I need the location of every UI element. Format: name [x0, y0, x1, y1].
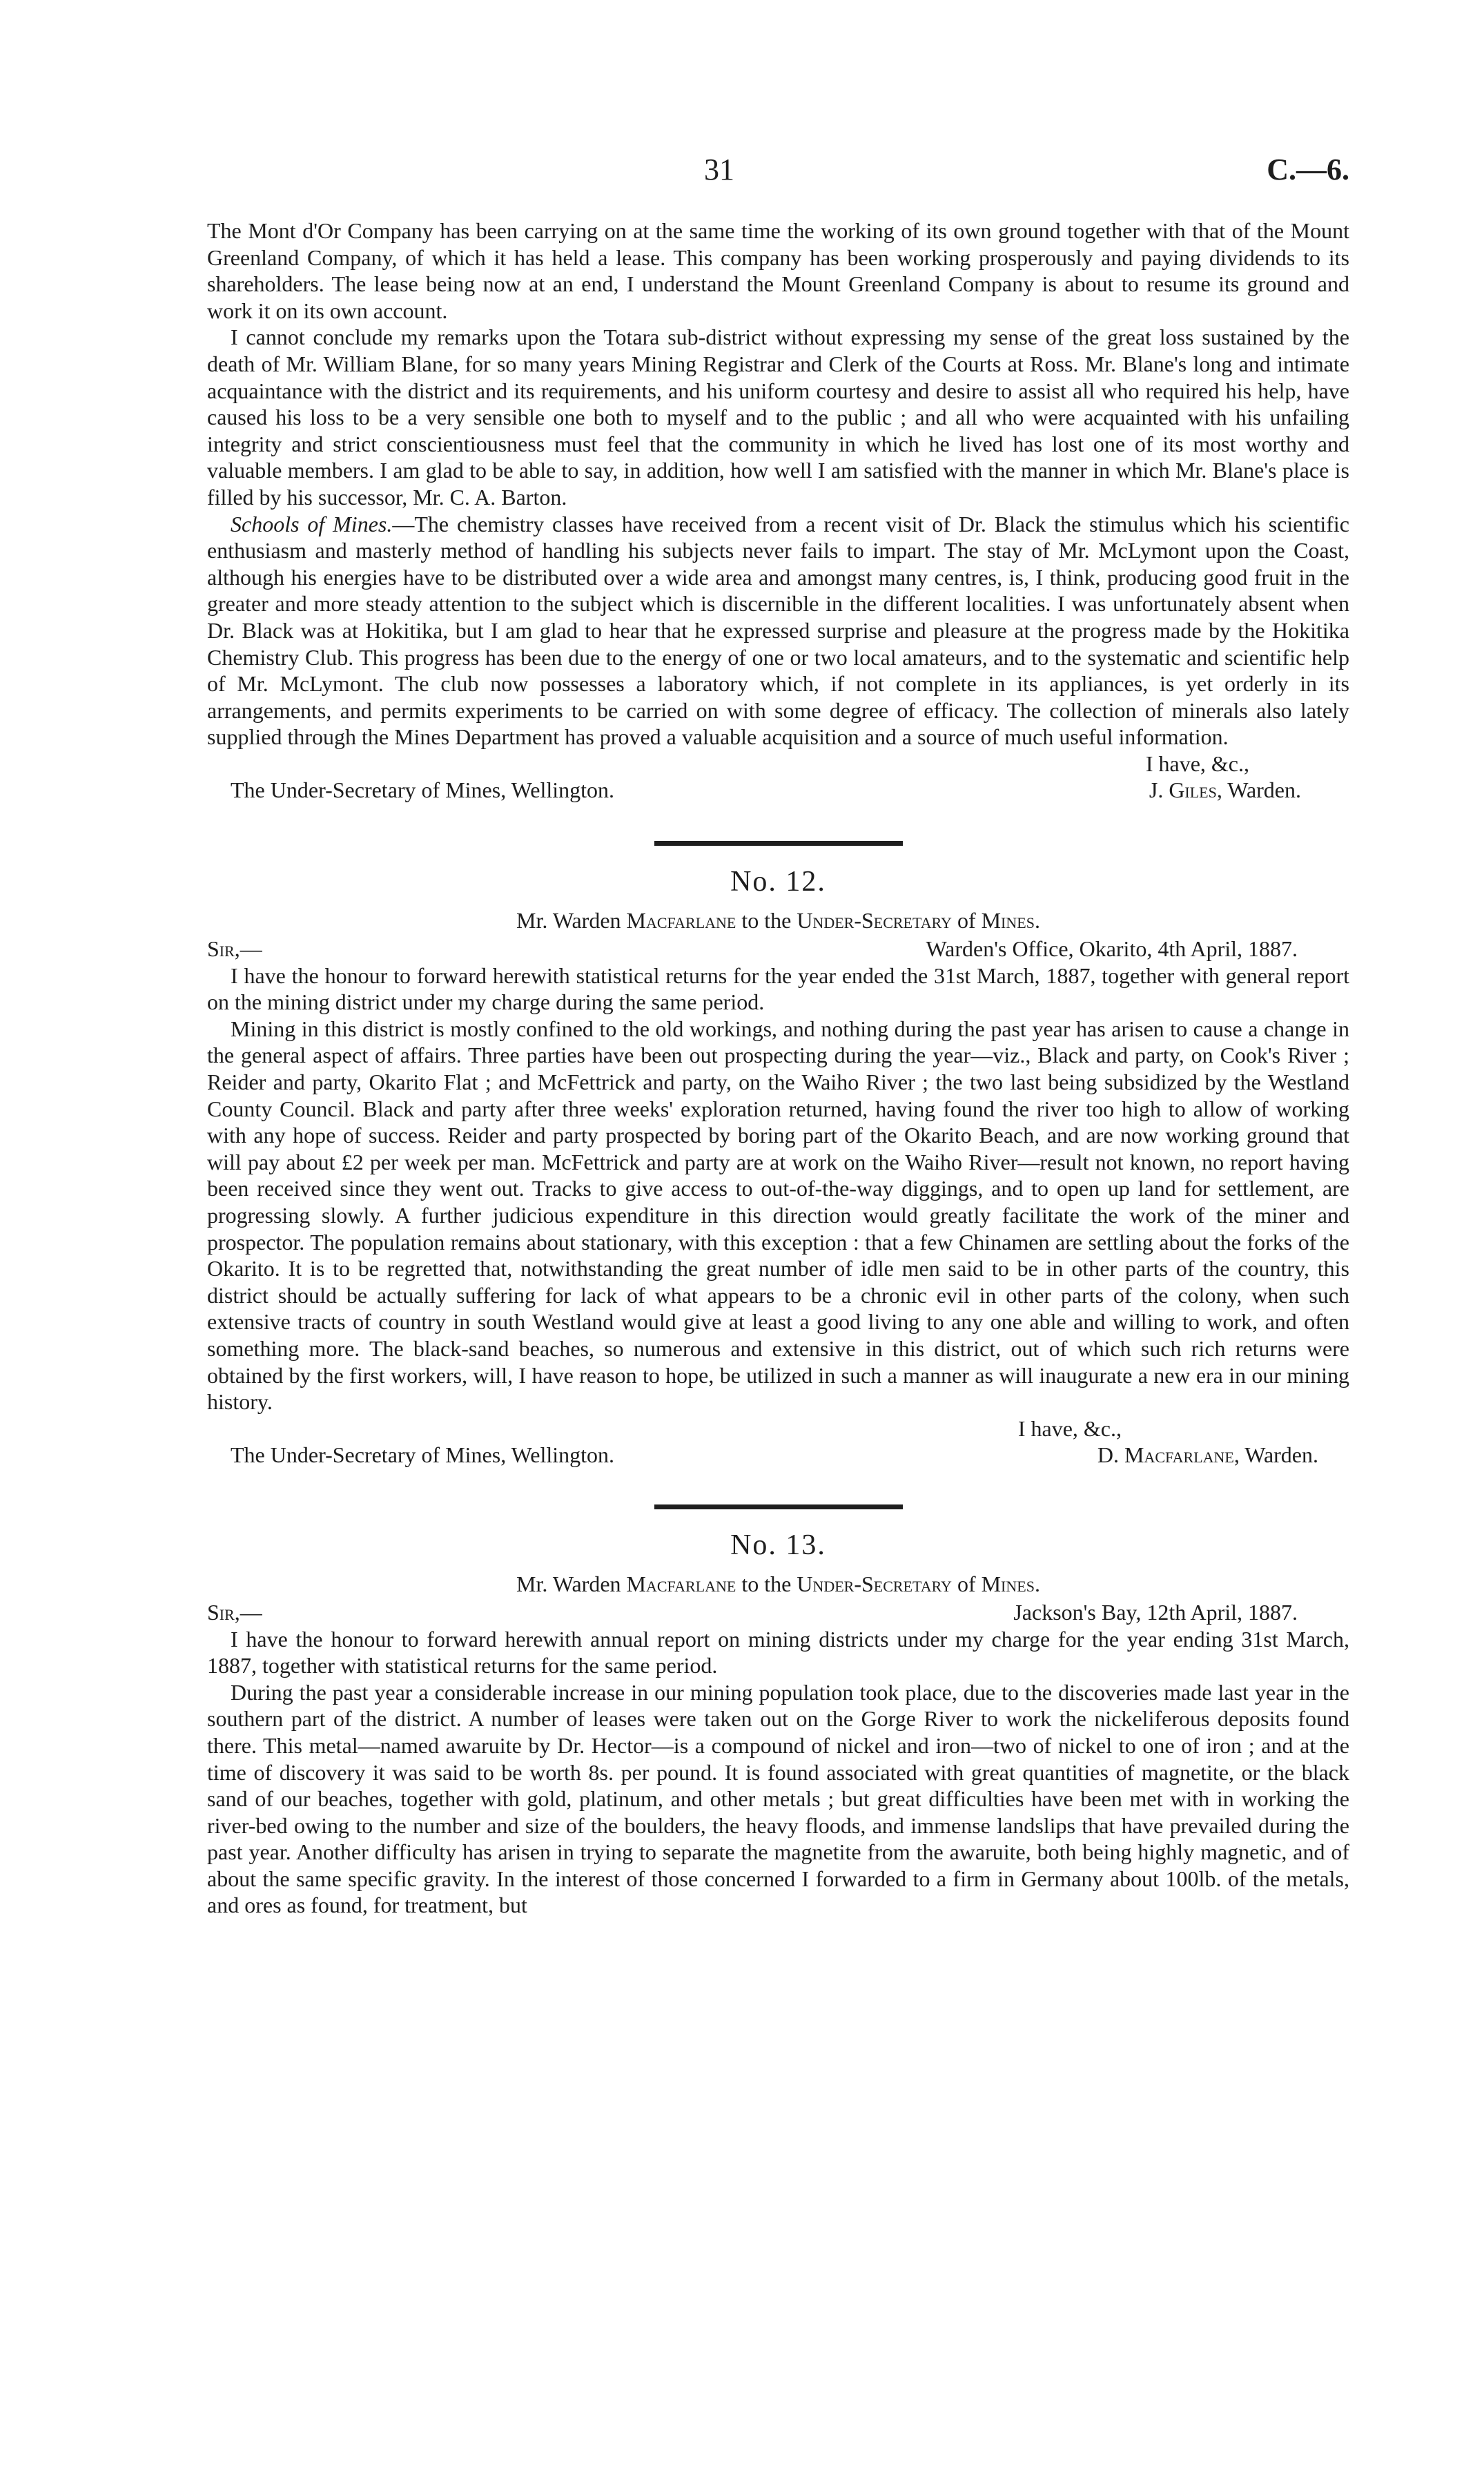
section-divider — [654, 841, 903, 846]
paragraph: I cannot conclude my remarks upon the Totara sub-district without expressing my sense of the great loss sustained by the death of Mr. William Blane, for so many years Mining Registrar and Clerk of the Courts at Ross. Mr. Blane's long and intimate acquaintance with the district and its requirements, and his uniform courtesy and desire to assist all who required his help, have caused his loss to be a very sensible one both to myself and to the public ; and all who were acquainted with his unfailing integrity and strict conscientiousness must feel that the community in which he lived has lost one of its most worthy and valuable members. I am glad to be able to say, in addition, how well I am satisfied with the manner in which Mr. Blane's place is filled by his successor, Mr. C. A. Barton. — [207, 325, 1349, 510]
signature-line — [207, 777, 1349, 804]
addressee: The Under-Secretary of Mines, Wellington. — [231, 777, 615, 803]
page-number: 31 — [704, 153, 734, 186]
paragraph: I have the honour to forward herewith annual report on mining districts under my charge for the year ending 31st March, 1887, together with statistical returns for the same period. — [207, 1626, 1349, 1678]
section-divider — [654, 1504, 903, 1509]
letter-13 — [207, 1526, 1349, 1919]
signature-line — [207, 1442, 1349, 1469]
closing: I have, &c., — [1145, 751, 1249, 776]
paragraph: The Mont d'Or Company has been carrying on at the same time the working of its own ground together with that of the Mount Greenland Company, of which it has held a lease. This company has been working prosperously and paying dividends to its shareholders. The lease being now at an end, I understand the Mount Greenland Company is about to resume its ground and work it on its own account. — [207, 218, 1349, 323]
closing-line — [207, 751, 1349, 777]
paragraph: Mining in this district is mostly confined to the old workings, and nothing during the past year has arisen to cause a change in the general aspect of affairs. Three parties have been out prospecting during the year—viz., Black and party, on Cook's River ; Reider and party, Okarito Flat ; and McFettrick and party, on the Waiho River ; the two last being subsidized by the Westland County Council. Black and party after three weeks' exploration returned, having found the river too high to allow of working with any hope of success. Reider and party prospected by boring part of the Okarito Beach, and are now working ground that will pay about £2 per week per man. McFettrick and party are at work on the Waiho River—result not known, no report having been received since they went out. Tracks to give access to out-of-the-way diggings, and to open up land for settlement, are progressing slowly. A further judicious expenditure in this direction would greatly facilitate the work of the miner and prospector. The population remains about stationary, with this exception : that a few Chinamen are settling about the forks of the Okarito. It is to be regretted that, notwithstanding the great number of idle men said to be in other parts of the country, this district should be actually suffering for lack of what appears to be a chronic evil in other parts of the colony, when such extensive tracts of country in south Westland would give at least a good living to any one able and willing to work, and often something more. The black-sand beaches, so numerous and extensive in this district, out of which such rich returns were obtained by the first workers, will, I have reason to hope, be utilized in such a manner as will inaugurate a new era in our mining history. — [207, 1016, 1349, 1415]
paragraph: During the past year a considerable increase in our mining population took place, due to the discoveries made last year in the southern part of the district. A number of leases were taken out on the Gorge River to work the nickeliferous deposits found there. This metal—named awaruite by Dr. Hector—is a compound of nickel and iron—two of nickel to one of iron ; and at the time of discovery it was said to be worth 8s. per pound. It is found associated with great quantities of magnetite, or the black sand of our beaches, together with gold, platinum, and other metals ; but great difficulties have been met with in working the river-bed owing to the number and size of the boulders, the heavy floods, and immense landslips that have prevailed during the past year. Another difficulty has arisen in trying to separate the magnetite from the awaruite, both being highly magnetic, and of about the same specific gravity. In the interest of those concerned I forwarded to a firm in Germany about 100lb. of the metals, and ores as found, for treatment, but — [207, 1679, 1349, 1918]
letter-title: Mr. Warden Macfarlane to the Under-Secretary of Mines. — [516, 1571, 1040, 1596]
letter-title: Mr. Warden Macfarlane to the Under-Secretary of Mines. — [516, 908, 1040, 933]
paragraph: I have the honour to forward herewith statistical returns for the year ended the 31st March, 1887, together with general report on the mining district under my charge during the same period. — [207, 962, 1349, 1015]
addressee: The Under-Secretary of Mines, Wellington. — [231, 1442, 615, 1468]
place-date: Jackson's Bay, 12th April, 1887. — [1013, 1599, 1298, 1625]
letter-number: No. 12. — [730, 866, 826, 898]
letter-12 — [207, 862, 1349, 1469]
paragraph-text: —The chemistry classes have received from a recent visit of Dr. Black the stimulus which his scientific enthusiasm and masterly method of handling his subjects never fails to impart. The stay of Mr. McLymont upon the Coast, although his energies have to be distributed over a wide area and amongst many centres, is, I think, producing good fruit in the greater and more steady attention to the subject which is discernible in the different localities. I was unfortunately absent when Dr. Black was at Hokitika, but I am glad to hear that he expressed surprise and pleasure at the progress made by the Hokitika Chemistry Club. This progress has been due to the energy of one or two local amateurs, and to the systematic and scientific help of Mr. McLymont. The club now possesses a laboratory which, if not complete in its appliances, is yet orderly in its arrangements, and permits experiments to be carried on with some degree of efficacy. The collection of minerals also lately supplied through the Mines Department has proved a valuable acquisition and a source of much useful information. — [207, 511, 1350, 750]
salutation: Sir,— — [207, 936, 262, 962]
closing: I have, &c., — [1017, 1415, 1122, 1441]
page-content — [207, 217, 1349, 1919]
salutation-line — [207, 1599, 1349, 1626]
document-reference: C.—6. — [1267, 153, 1349, 186]
page-header — [0, 152, 1484, 200]
place-date: Warden's Office, Okarito, 4th April, 1887. — [926, 936, 1298, 962]
section-heading: Schools of Mines. — [231, 511, 393, 536]
signature: J. Giles, Warden. — [1149, 777, 1301, 803]
salutation: Sir,— — [207, 1599, 262, 1625]
letter-11-continuation — [207, 217, 1349, 804]
signature: D. Macfarlane, Warden. — [1097, 1442, 1318, 1468]
salutation-line — [207, 936, 1349, 962]
letter-number: No. 13. — [730, 1529, 826, 1561]
paragraph — [207, 511, 1349, 751]
closing-line — [207, 1415, 1349, 1442]
